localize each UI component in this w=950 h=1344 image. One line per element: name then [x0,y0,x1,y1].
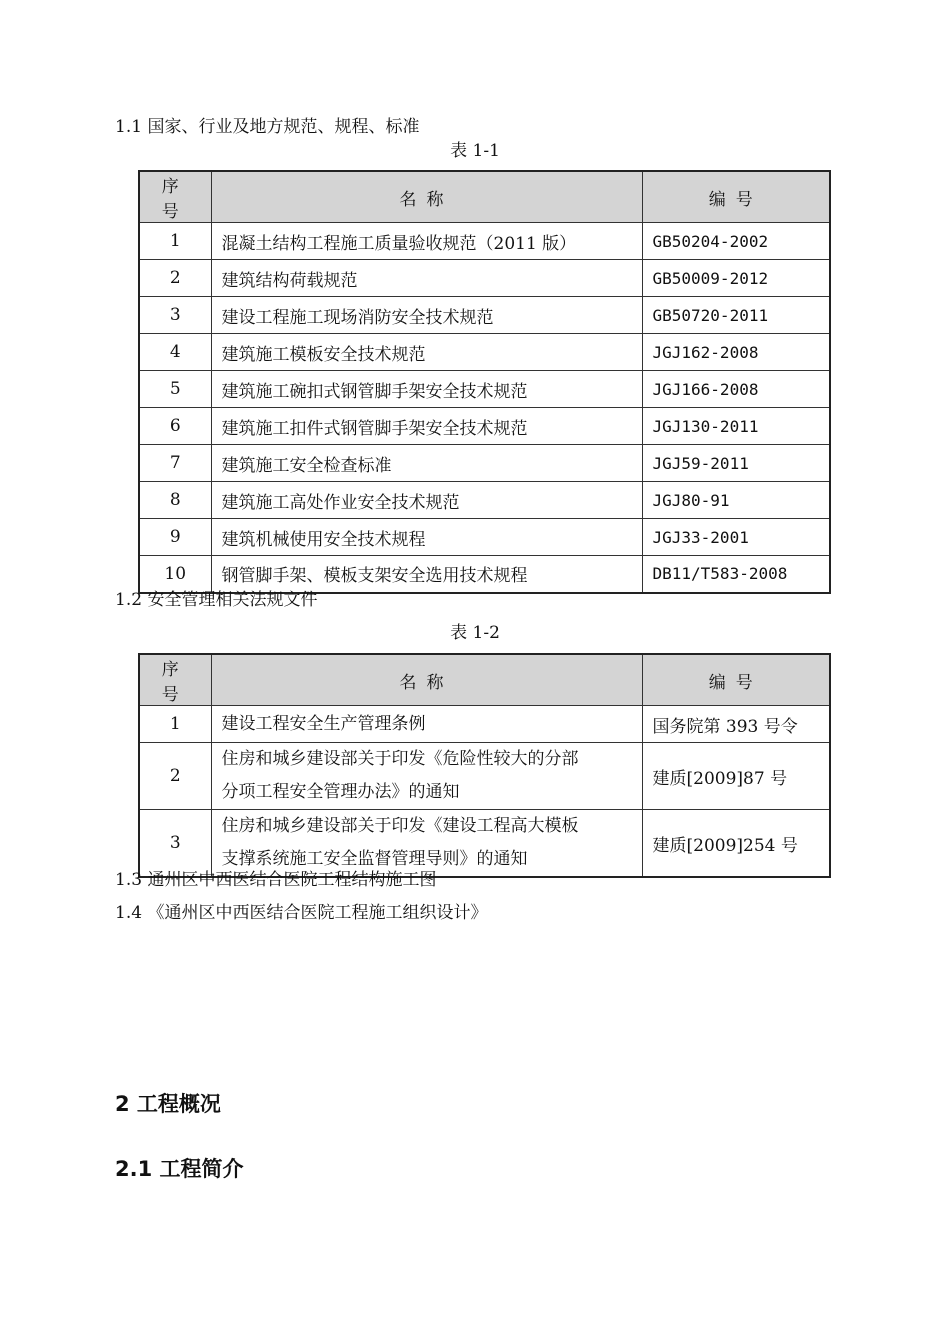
cell-no: 10 [139,556,211,593]
cell-name-line-1: 建设工程安全生产管理条例 [221,713,426,734]
table-row [139,260,830,297]
cell-name [211,810,642,878]
cell-name: 建筑施工安全检查标准 [211,445,642,482]
cell-code: 建质[2009]254 号 [642,810,830,878]
table-1-1-caption: 表 1-1 [450,141,500,161]
cell-code: JGJ33-2001 [642,519,830,556]
cell-code: JGJ162-2008 [642,334,830,371]
cell-code: GB50204-2002 [642,223,830,260]
table-row [139,297,830,334]
table-row [139,706,830,743]
table-1-2-caption: 表 1-2 [450,623,500,643]
cell-name-line-1: 住房和城乡建设部关于印发《建设工程高大模板 [221,816,579,836]
section-2-1-heading: 2.1 工程简介 [115,1157,244,1181]
cell-code: GB50009-2012 [642,260,830,297]
cell-code: JGJ80-91 [642,482,830,519]
cell-name [211,706,642,743]
cell-no: 1 [139,223,211,260]
section-1-4-title: 1.4 《通州区中西医结合医院工程施工组织设计》 [115,903,488,923]
table-row [139,519,830,556]
col-header-code: 编号 [642,654,830,706]
cell-no: 3 [139,297,211,334]
cell-name: 建筑结构荷载规范 [211,260,642,297]
cell-code: 建质[2009]87 号 [642,743,830,810]
cell-name [211,743,642,810]
col-header-no: 序号 [139,171,211,223]
section-1-1-title: 1.1 国家、行业及地方规范、规程、标准 [115,117,420,137]
cell-no: 7 [139,445,211,482]
cell-name-line-2: 分项工程安全管理办法》的通知 [221,782,460,802]
cell-name: 建筑施工扣件式钢管脚手架安全技术规范 [211,408,642,445]
col-header-code: 编号 [642,171,830,223]
cell-code: JGJ130-2011 [642,408,830,445]
table-row [139,371,830,408]
cell-no: 6 [139,408,211,445]
table-row [139,810,830,878]
table-row [139,743,830,810]
table-header-row [139,654,830,706]
cell-name: 建筑施工碗扣式钢管脚手架安全技术规范 [211,371,642,408]
table-header-row [139,171,830,223]
table-row [139,482,830,519]
section-1-2-title: 1.2 安全管理相关法规文件 [115,590,318,610]
cell-code: DB11/T583-2008 [642,556,830,593]
cell-name: 建筑机械使用安全技术规程 [211,519,642,556]
cell-no: 2 [139,743,211,810]
cell-name: 混凝土结构工程施工质量验收规范（2011 版） [211,223,642,260]
cell-code: JGJ166-2008 [642,371,830,408]
cell-code: 国务院第 393 号令 [642,706,830,743]
cell-no: 1 [139,706,211,743]
cell-name: 钢管脚手架、模板支架安全选用技术规程 [211,556,642,593]
cell-no: 2 [139,260,211,297]
cell-name-line-1: 住房和城乡建设部关于印发《危险性较大的分部 [221,749,579,769]
section-1-3-title: 1.3 通州区中西医结合医院工程结构施工图 [115,870,437,890]
table-row [139,223,830,260]
col-header-name: 名称 [211,654,642,706]
table-row [139,334,830,371]
regulations-table [138,653,831,878]
col-header-name: 名称 [211,171,642,223]
standards-table [138,170,831,594]
cell-no: 5 [139,371,211,408]
table-row [139,445,830,482]
cell-no: 8 [139,482,211,519]
cell-code: GB50720-2011 [642,297,830,334]
table-row [139,556,830,593]
table-row [139,408,830,445]
cell-no: 9 [139,519,211,556]
chapter-2-heading: 2 工程概况 [115,1092,221,1116]
col-header-no: 序号 [139,654,211,706]
cell-name-line-2: 支撑系统施工安全监督管理导则》的通知 [221,849,528,869]
cell-no: 3 [139,810,211,878]
cell-name: 建设工程施工现场消防安全技术规范 [211,297,642,334]
cell-name: 建筑施工模板安全技术规范 [211,334,642,371]
cell-no: 4 [139,334,211,371]
cell-name: 建筑施工高处作业安全技术规范 [211,482,642,519]
cell-code: JGJ59-2011 [642,445,830,482]
